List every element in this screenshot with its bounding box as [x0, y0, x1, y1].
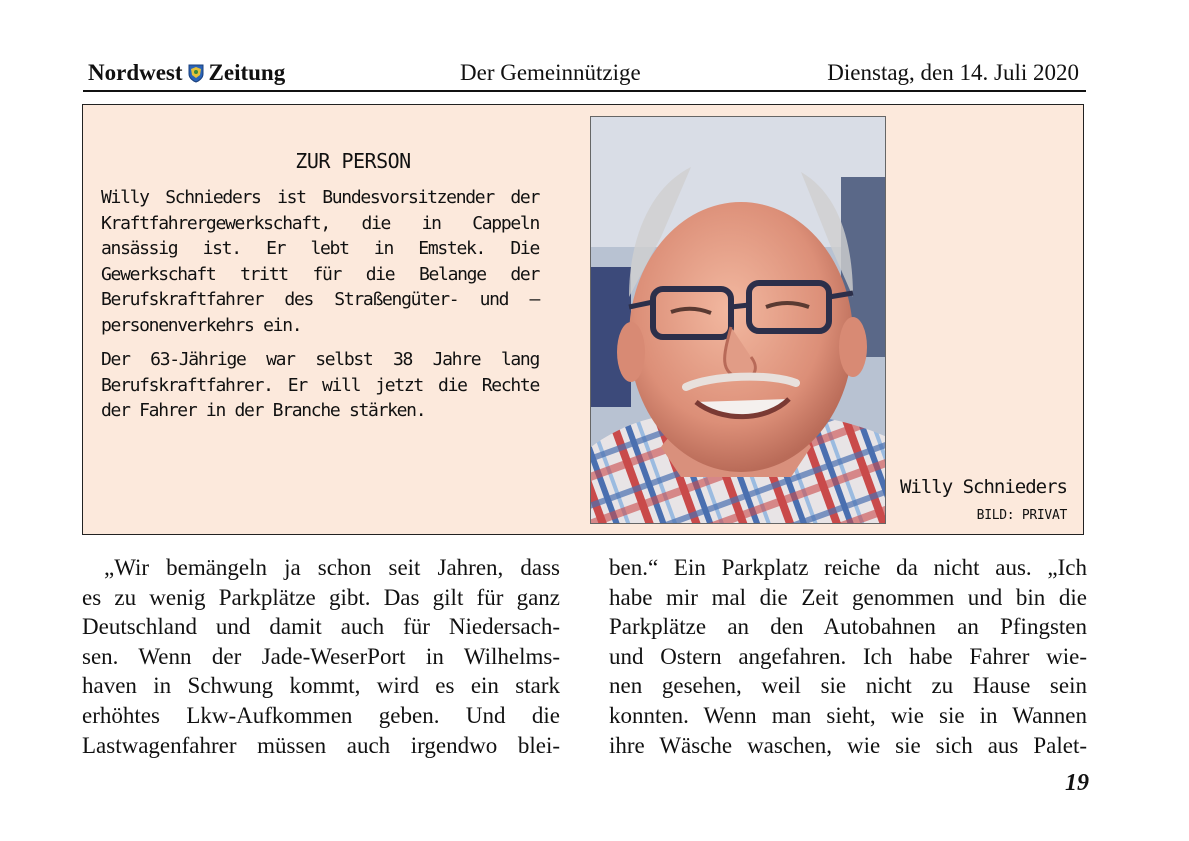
infobox-paragraph: Willy Schnieders ist Bundesvorsitzender der Kraftfahrergewerkschaft, die in Cappeln ansässig ist. Er lebt in Emstek. Die Gewerkschaft tritt für die Belange der Berufskraftfahrer des Straßengüter- und – personenverkehrs ein.: [101, 187, 539, 336]
article-line: erhöhtes Lkw-Aufkommen geben. Und die: [82, 702, 560, 728]
newspaper-masthead: [88, 60, 285, 86]
article-line: habe mir mal die Zeit genommen und bin die: [609, 584, 1087, 610]
article-line: nen gesehen, weil sie nicht zu Hause sein: [609, 673, 1087, 699]
photo-caption: Willy Schnieders: [899, 476, 1067, 498]
page-number: 19: [1065, 770, 1089, 796]
portrait-illustration: [591, 117, 886, 524]
article-line: Parkplätze an den Autobahnen an Pfingsten: [609, 614, 1087, 640]
portrait-photo: [590, 116, 886, 524]
article-line: Deutschland und damit auch für Niedersach-: [82, 614, 560, 640]
article-line: ihre Wäsche waschen, wie sie sich aus Palet-: [609, 732, 1087, 758]
article-line: konnten. Wenn man sieht, wie sie in Wannen: [609, 702, 1087, 728]
coat-of-arms-icon: [188, 64, 204, 83]
article-column-left: [82, 553, 560, 760]
infobox-text: [101, 185, 539, 433]
masthead-left: Nordwest: [88, 60, 183, 85]
article-line: haven in Schwung kommt, wird es ein stark: [82, 673, 560, 699]
article-line: „Wir bemängeln ja schon seit Jahren, dass: [104, 555, 560, 580]
page-header: [83, 56, 1086, 92]
article-line: Lastwagenfahrer müssen auch irgendwo blei-: [82, 732, 560, 758]
article-line: und Ostern angefahren. Ich habe Fahrer wie-: [609, 643, 1087, 669]
infobox-paragraph: Der 63-Jährige war selbst 38 Jahre lang Berufskraftfahrer. Er will jetzt die Rechte der Fahrer in der Branche stärken.: [101, 349, 539, 421]
article-column-right: [609, 553, 1087, 760]
photo-credit: BILD: PRIVAT: [976, 508, 1067, 523]
section-title: Der Gemeinnützige: [460, 60, 641, 85]
person-infobox: [82, 104, 1084, 535]
article-line: es zu wenig Parkplätze gibt. Das gilt für ganz: [82, 584, 560, 610]
infobox-title: ZUR PERSON: [295, 149, 411, 173]
article-line: ben.“ Ein Parkplatz reiche da nicht aus. „Ich: [609, 555, 1087, 580]
article-line: sen. Wenn der Jade-WeserPort in Wilhelms-: [82, 643, 560, 669]
masthead-right: Zeitung: [208, 60, 286, 85]
issue-date: Dienstag, den 14. Juli 2020: [827, 60, 1079, 85]
